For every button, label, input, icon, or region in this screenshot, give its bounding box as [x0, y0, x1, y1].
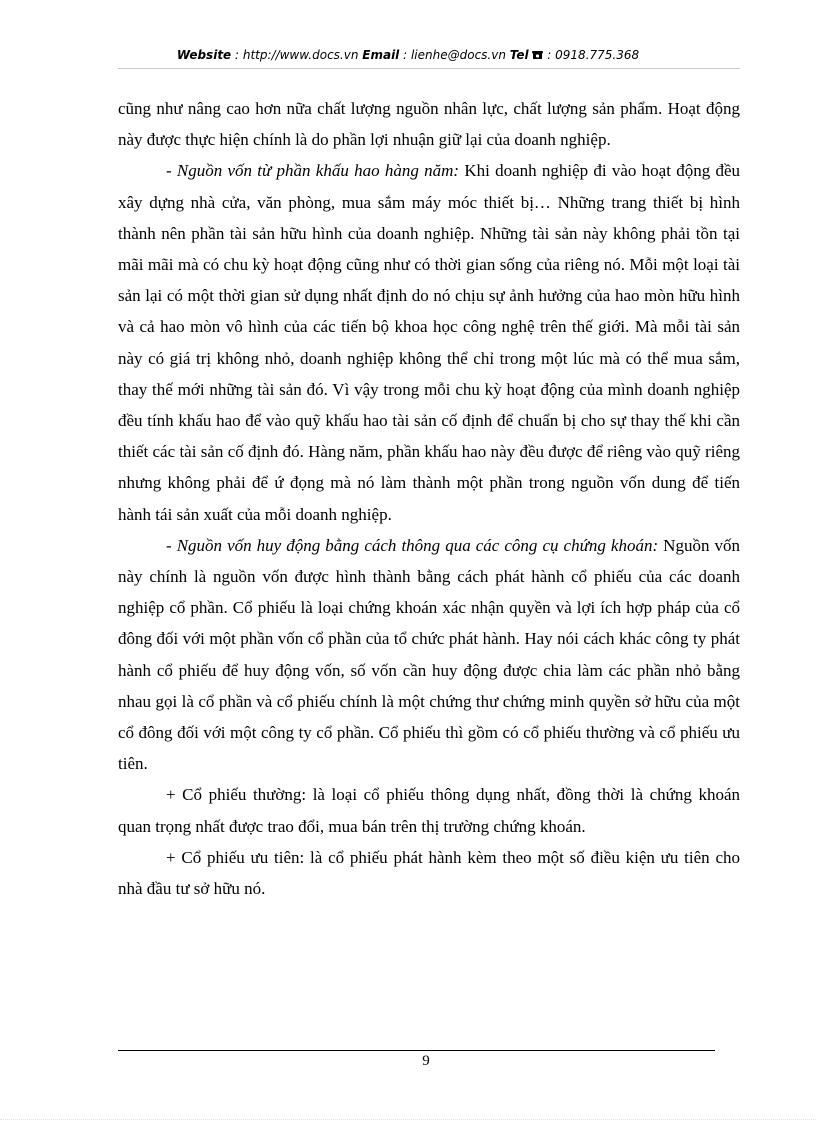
paragraph-5-text: + Cổ phiếu ưu tiên: là cổ phiếu phát hành kèm theo một số điều kiện ưu tiên cho nhà đầu tư sở hữu nó.	[118, 847, 740, 899]
paragraph-3	[118, 530, 740, 780]
paragraph-4	[118, 779, 740, 841]
tel-label: Tel	[509, 48, 529, 62]
tel-value: : 0918.775.368	[543, 48, 640, 62]
paragraph-4-text: + Cổ phiếu thường: là loại cổ phiếu thông dụng nhất, đồng thời là chứng khoán quan trọng nhất được trao đổi, mua bán trên thị trường chứng khoán.	[118, 785, 740, 836]
email-label: Email	[362, 48, 400, 62]
paragraph-1-text: cũng như nâng cao hơn nữa chất lượng nguồn nhân lực, chất lượng sản phẩm. Hoạt động này được thực hiện chính là do phần lợi nhuận giữ lại của doanh nghiệp.	[118, 99, 740, 150]
header-rule	[118, 68, 740, 69]
paragraph-1	[118, 93, 740, 155]
paragraph-2-heading: - Nguồn vốn từ phần khấu hao hàng năm:	[166, 161, 460, 181]
footer-rule	[118, 1050, 715, 1051]
website-value: : http://www.docs.vn	[231, 48, 363, 62]
paragraph-5	[118, 842, 740, 904]
paragraph-3-heading: - Nguồn vốn huy động bằng cách thông qua các công cụ chứng khoán:	[166, 535, 659, 555]
paragraph-3-text: Nguồn vốn này chính là nguồn vốn được hình thành bằng cách phát hành cổ phiếu của các doanh nghiệp cổ phần. Cổ phiếu là loại chứng khoán xác nhận quyền và lợi ích hợp pháp của cổ đông đối với một phần vốn cổ phần của tổ chức phát hành. Hay nói cách khác công ty phát hành cổ phiếu để huy động vốn, số vốn cần huy động được chia làm các phần nhỏ bằng nhau gọi là cổ phần và cổ phiếu chính là một chứng thư chứng minh quyền sở hữu của một cổ đông đối với một công ty cổ phần. Cổ phiếu thì gồm có cổ phiếu thường và cổ phiếu ưu tiên.	[118, 535, 740, 774]
page-bottom-border	[0, 1119, 816, 1120]
paragraph-2	[118, 155, 740, 529]
phone-icon	[532, 50, 543, 60]
paragraph-2-text: Khi doanh nghiệp đi vào hoạt động đều xây dựng nhà cửa, văn phòng, mua sắm máy móc thiết bị… Những trang thiết bị hình thành nên phần tài sản hữu hình của doanh nghiệp. Những tài sản này không phải tồn tại mãi mãi mà có chu kỳ hoạt động cũng như có thời gian sống của riêng nó. Mỗi một loại tài sản lại có một thời gian sử dụng nhất định do nó chịu sự ảnh hưởng của hao mòn hữu hình và cả hao mòn vô hình của các tiến bộ khoa học công nghệ trên thế giới. Mà mỗi tài sản này có giá trị không nhỏ, doanh nghiệp không thể chỉ trong một lúc mà có thể mua sắm, thay thế mới những tài sản đó. Vì vậy trong mỗi chu kỳ hoạt động của mình doanh nghiệp đều tính khấu hao để vào quỹ khấu hao tài sản cố định để chuẩn bị cho sự thay thế khi cần thiết các tài sản cố định đó. Hàng năm, phần khấu hao này đều được để riêng vào quỹ riêng nhưng không phải để ứ đọng mà nó làm thành một phần trong nguồn vốn dung để tiến hành tái sản xuất của mỗi doanh nghiệp.	[118, 161, 740, 524]
page-number: 9	[422, 1053, 430, 1069]
document-body	[118, 93, 740, 904]
email-value: : lienhe@docs.vn	[399, 48, 510, 62]
website-label: Website	[176, 48, 232, 62]
page-header	[0, 48, 816, 62]
